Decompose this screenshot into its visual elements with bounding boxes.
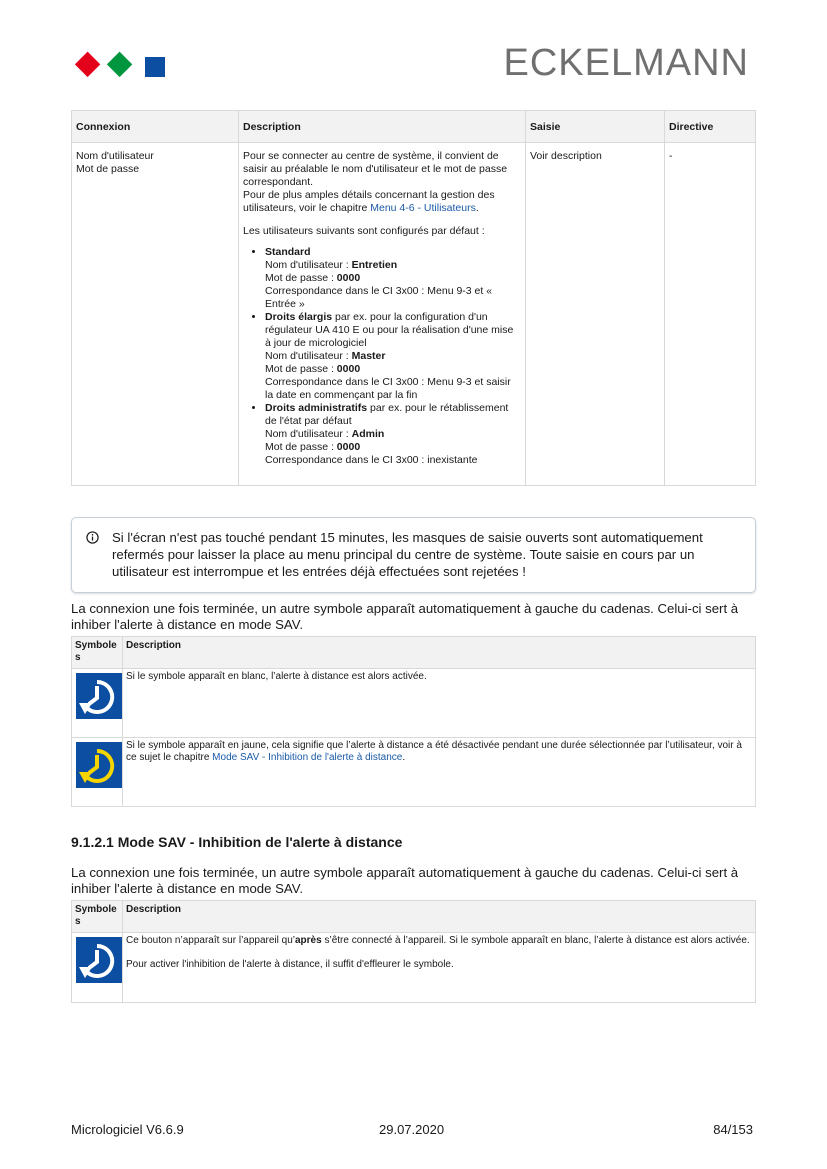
username-value: Master bbox=[351, 350, 386, 362]
logo-red-diamond bbox=[75, 52, 100, 77]
table-row bbox=[72, 669, 756, 738]
remote-alert-active-icon bbox=[76, 937, 122, 983]
list-item bbox=[265, 246, 521, 311]
col-directive: Directive bbox=[665, 111, 756, 143]
correspondence-text: Correspondance dans le CI 3x00 : Menu 9-3 et saisir la date en commençant par la fin bbox=[265, 376, 511, 401]
table-header-row bbox=[72, 901, 756, 933]
section-heading bbox=[71, 834, 402, 850]
password-value: 0000 bbox=[336, 272, 361, 284]
symbol-cell bbox=[72, 738, 123, 807]
row1-suffix: s’être connecté à l’appareil. Si le symbole apparaît en blanc, l’alerte à distance est alors activée. bbox=[321, 935, 750, 946]
desc-paragraph-3: Les utilisateurs suivants sont configurés par défaut : bbox=[243, 225, 485, 237]
symbol-table-2 bbox=[71, 900, 756, 1003]
footer-firmware: Micrologiciel V6.6.9 bbox=[71, 1122, 184, 1137]
info-icon bbox=[86, 531, 99, 544]
logo-green-diamond bbox=[107, 52, 132, 77]
company-logo-squares bbox=[75, 50, 170, 82]
row2-text: Si le symbole apparaît en jaune, cela signifie que l’alerte à distance a été désactivée pendant une durée sélectionnée par l’utilisateur, voir à ce sujet le chapitre bbox=[126, 740, 742, 763]
username-label: Nom d'utilisateur bbox=[76, 150, 154, 162]
correspondence-text: Correspondance dans le CI 3x00 : Menu 9-3 et « Entrée » bbox=[265, 285, 493, 310]
footer-date: 29.07.2020 bbox=[379, 1122, 445, 1137]
symbol-description bbox=[123, 738, 756, 807]
user-title: Standard bbox=[265, 246, 311, 258]
directive-cell: - bbox=[665, 143, 756, 486]
desc-p2-text: Pour de plus amples détails concernant la gestion des utilisateurs, voir le chapitre bbox=[243, 189, 495, 214]
symbol-description: Si le symbole apparaît en blanc, l’alerte à distance est alors activée. bbox=[123, 669, 756, 738]
user-title-suffix: par ex. pour la configuration d'un régulateur UA 410 E ou pour la réalisation d'une mise à jour de micrologiciel bbox=[265, 311, 514, 349]
row1-paragraph-2: Pour activer l'inhibition de l'alerte à distance, il suffit d'effleurer le symbole. bbox=[126, 959, 454, 970]
symbol-cell bbox=[72, 669, 123, 738]
paragraph-2: La connexion une fois terminée, un autre symbole apparaît automatiquement à gauche du cadenas. Celui-ci sert à inhiber l'alerte à distance en mode SAV. bbox=[71, 865, 739, 896]
password-label: Mot de passe : bbox=[265, 272, 337, 284]
saisie-cell: Voir description bbox=[526, 143, 665, 486]
list-item bbox=[265, 311, 521, 402]
password-value: 0000 bbox=[336, 441, 361, 453]
row1-paragraph bbox=[126, 935, 752, 947]
col-symbols: Symboles bbox=[72, 637, 123, 669]
col-saisie: Saisie bbox=[526, 111, 665, 143]
username-label: Nom d'utilisateur : bbox=[265, 259, 352, 271]
logo-blue-square bbox=[145, 57, 165, 77]
row2-suffix: . bbox=[402, 752, 406, 763]
section-title: Mode SAV - Inhibition de l'alerte à distance bbox=[117, 834, 403, 850]
row1-bold: après bbox=[295, 935, 322, 946]
paragraph-1: La connexion une fois terminée, un autre symbole apparaît automatiquement à gauche du cadenas. Celui-ci sert à inhiber l'alerte à distance en mode SAV. bbox=[71, 601, 739, 632]
brand-name: ECKELMANN bbox=[503, 42, 749, 84]
user-title: Droits élargis bbox=[265, 311, 333, 323]
username-value: Admin bbox=[351, 428, 385, 440]
col-description: Description bbox=[123, 637, 756, 669]
password-value: 0000 bbox=[336, 363, 361, 375]
col-description: Description bbox=[123, 901, 756, 933]
table-header-row bbox=[72, 111, 756, 143]
user-title: Droits administratifs bbox=[265, 402, 368, 414]
symbol-description bbox=[123, 933, 756, 1003]
info-note bbox=[71, 517, 756, 593]
link-mode-sav[interactable]: Mode SAV - Inhibition de l'alerte à distance bbox=[212, 752, 403, 763]
table-row bbox=[72, 933, 756, 1003]
login-table bbox=[71, 110, 756, 486]
symbol-table-1 bbox=[71, 636, 756, 807]
password-label: Mot de passe bbox=[76, 163, 140, 175]
password-label: Mot de passe : bbox=[265, 441, 337, 453]
remote-alert-inhibited-icon bbox=[76, 742, 122, 788]
desc-paragraph-2 bbox=[243, 189, 521, 215]
description-cell bbox=[239, 143, 526, 486]
correspondence-text: Correspondance dans le CI 3x00 : inexistante bbox=[265, 454, 478, 466]
col-symbols: Symboles bbox=[72, 901, 123, 933]
row1-text: Ce bouton n’apparaît sur l’appareil qu’ bbox=[126, 935, 295, 946]
footer-page-number: 84/153 bbox=[713, 1122, 753, 1137]
user-title-suffix: par ex. pour le rétablissement de l'état par défaut bbox=[265, 402, 509, 427]
col-connexion: Connexion bbox=[72, 111, 239, 143]
password-label: Mot de passe : bbox=[265, 363, 337, 375]
remote-alert-active-icon bbox=[76, 673, 122, 719]
username-value: Entretien bbox=[351, 259, 398, 271]
desc-p2-suffix: . bbox=[475, 202, 479, 214]
username-label: Nom d'utilisateur : bbox=[265, 350, 352, 362]
username-label: Nom d'utilisateur : bbox=[265, 428, 352, 440]
list-item bbox=[265, 402, 521, 467]
default-users-list bbox=[243, 246, 521, 467]
table-row bbox=[72, 738, 756, 807]
connexion-cell bbox=[72, 143, 239, 486]
link-menu-users[interactable]: Menu 4-6 - Utilisateurs bbox=[370, 202, 476, 214]
section-number: 9.1.2.1 bbox=[71, 834, 114, 850]
col-description: Description bbox=[239, 111, 526, 143]
symbol-cell bbox=[72, 933, 123, 1003]
table-header-row bbox=[72, 637, 756, 669]
info-note-text: Si l'écran n'est pas touché pendant 15 minutes, les masques de saisie ouverts sont automatiquement refermés pour laisser la place au menu principal du centre de système. Toute saisie en cours par un utilisateur est interrompue et les entrées déjà effectuées sont rejetées ! bbox=[112, 530, 703, 579]
desc-paragraph-1: Pour se connecter au centre de système, il convient de saisir au préalable le nom d'utilisateur et le mot de passe correspondant. bbox=[243, 150, 508, 188]
table-row bbox=[72, 143, 756, 486]
